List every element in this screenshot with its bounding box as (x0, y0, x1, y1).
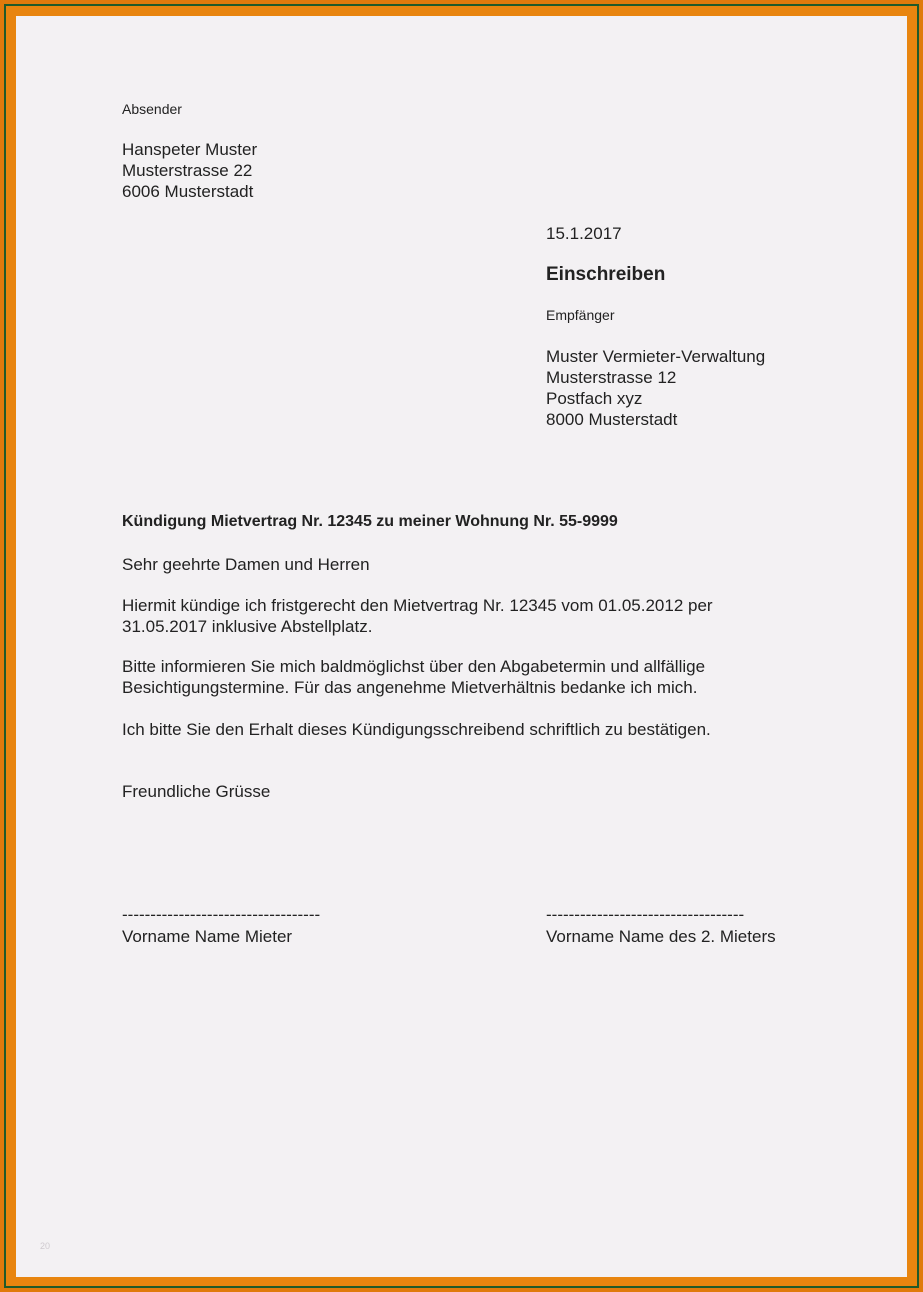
signature-line: ----------------------------------- (546, 905, 745, 924)
sender-name: Hanspeter Muster (122, 140, 258, 159)
signature-name: Vorname Name Mieter (122, 927, 293, 946)
letter-date: 15.1.2017 (546, 224, 622, 243)
closing: Freundliche Grüsse (122, 782, 271, 801)
sender-city: 6006 Musterstadt (122, 182, 254, 201)
recipient-line: 8000 Musterstadt (546, 410, 678, 429)
paragraph-line: Ich bitte Sie den Erhalt dieses Kündigungsschreibend schriftlich zu bestätigen. (122, 720, 711, 739)
letter-subject: Kündigung Mietvertrag Nr. 12345 zu meiner Wohnung Nr. 55-9999 (122, 513, 618, 530)
paragraph-line: Hiermit kündige ich fristgerecht den Mietvertrag Nr. 12345 vom 01.05.2012 per (122, 596, 713, 615)
sender-label: Absender (122, 101, 182, 117)
recipient-line: Muster Vermieter-Verwaltung (546, 347, 766, 366)
page-number: 20 (40, 1241, 51, 1251)
paragraph-line: 31.05.2017 inklusive Abstellplatz. (122, 617, 373, 636)
signature-line: ----------------------------------- (122, 905, 321, 924)
paragraph-line: Besichtigungstermine. Für das angenehme Mietverhältnis bedanke ich mich. (122, 678, 698, 697)
salutation: Sehr geehrte Damen und Herren (122, 555, 370, 574)
signature-name: Vorname Name des 2. Mieters (546, 927, 776, 946)
paragraph-line: Bitte informieren Sie mich baldmöglichst über den Abgabetermin und allfällige (122, 657, 706, 676)
sender-street: Musterstrasse 22 (122, 161, 253, 180)
recipient-label: Empfänger (546, 307, 615, 323)
letter-page (16, 16, 907, 1277)
recipient-line: Postfach xyz (546, 389, 643, 408)
delivery-method: Einschreiben (546, 264, 666, 285)
recipient-line: Musterstrasse 12 (546, 368, 677, 387)
